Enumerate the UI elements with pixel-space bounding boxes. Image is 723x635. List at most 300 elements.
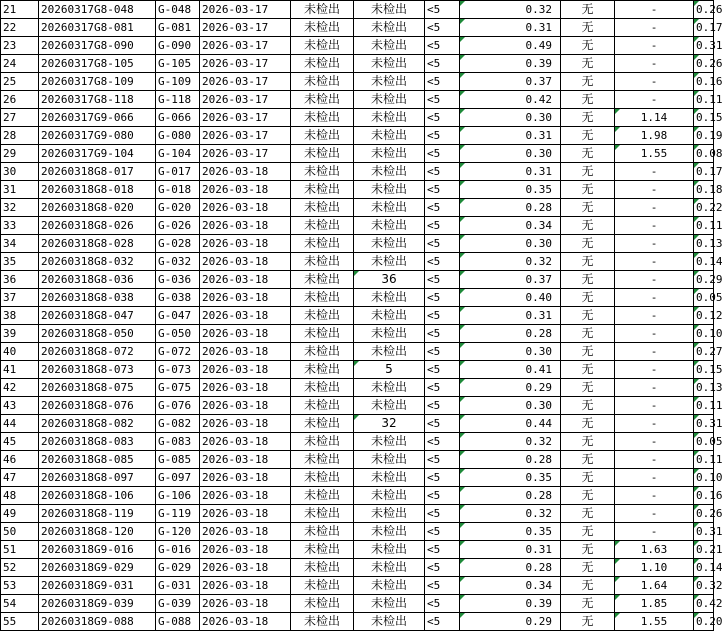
cell-value-f[interactable]: 1.10 <box>615 559 694 577</box>
cell-value-g[interactable]: 0.15 <box>694 361 714 379</box>
cell-row-number[interactable]: 53 <box>1 577 39 595</box>
cell-row-number[interactable]: 54 <box>1 595 39 613</box>
cell-row-number[interactable]: 23 <box>1 37 39 55</box>
cell-value-d[interactable]: 0.30 <box>460 397 561 415</box>
cell-sample-code[interactable]: 20260317G8-105 <box>39 55 156 73</box>
cell-sample-id[interactable]: G-119 <box>156 505 200 523</box>
cell-value-f[interactable]: 1.64 <box>615 577 694 595</box>
cell-sample-id[interactable]: G-083 <box>156 433 200 451</box>
cell-result-b[interactable]: 未检出 <box>354 19 425 37</box>
cell-result-b[interactable]: 未检出 <box>354 91 425 109</box>
cell-date[interactable]: 2026-03-18 <box>200 181 291 199</box>
cell-result-c[interactable]: <5 <box>425 451 460 469</box>
cell-sample-code[interactable]: 20260318G8-018 <box>39 181 156 199</box>
cell-date[interactable]: 2026-03-17 <box>200 19 291 37</box>
cell-value-f[interactable]: 1.55 <box>615 613 694 631</box>
cell-result-e[interactable]: 无 <box>561 523 615 541</box>
cell-sample-id[interactable]: G-028 <box>156 235 200 253</box>
cell-result-a[interactable]: 未检出 <box>291 433 354 451</box>
cell-result-b[interactable]: 未检出 <box>354 55 425 73</box>
cell-result-a[interactable]: 未检出 <box>291 541 354 559</box>
cell-result-b[interactable]: 未检出 <box>354 253 425 271</box>
cell-result-e[interactable]: 无 <box>561 217 615 235</box>
cell-result-c[interactable]: <5 <box>425 91 460 109</box>
cell-result-c[interactable]: <5 <box>425 415 460 433</box>
cell-result-a[interactable]: 未检出 <box>291 361 354 379</box>
cell-sample-code[interactable]: 20260317G9-066 <box>39 109 156 127</box>
cell-result-c[interactable]: <5 <box>425 397 460 415</box>
cell-sample-code[interactable]: 20260318G9-016 <box>39 541 156 559</box>
cell-sample-code[interactable]: 20260318G8-026 <box>39 217 156 235</box>
cell-sample-id[interactable]: G-090 <box>156 37 200 55</box>
cell-result-c[interactable]: <5 <box>425 199 460 217</box>
cell-result-c[interactable]: <5 <box>425 253 460 271</box>
cell-value-d[interactable]: 0.31 <box>460 163 561 181</box>
cell-date[interactable]: 2026-03-18 <box>200 487 291 505</box>
cell-value-d[interactable]: 0.29 <box>460 613 561 631</box>
cell-value-g[interactable]: 0.20 <box>694 613 714 631</box>
cell-sample-id[interactable]: G-032 <box>156 253 200 271</box>
cell-result-c[interactable]: <5 <box>425 235 460 253</box>
cell-result-a[interactable]: 未检出 <box>291 199 354 217</box>
cell-row-number[interactable]: 31 <box>1 181 39 199</box>
cell-result-b[interactable]: 未检出 <box>354 487 425 505</box>
cell-result-a[interactable]: 未检出 <box>291 289 354 307</box>
cell-row-number[interactable]: 35 <box>1 253 39 271</box>
cell-result-a[interactable]: 未检出 <box>291 307 354 325</box>
cell-value-g[interactable]: 0.05 <box>694 289 714 307</box>
cell-sample-code[interactable]: 20260318G8-047 <box>39 307 156 325</box>
cell-sample-id[interactable]: G-075 <box>156 379 200 397</box>
cell-value-f[interactable]: - <box>615 181 694 199</box>
cell-value-g[interactable]: 0.29 <box>694 271 714 289</box>
cell-sample-code[interactable]: 20260318G8-028 <box>39 235 156 253</box>
cell-result-e[interactable]: 无 <box>561 235 615 253</box>
cell-value-f[interactable]: - <box>615 235 694 253</box>
cell-value-d[interactable]: 0.32 <box>460 433 561 451</box>
cell-value-d[interactable]: 0.30 <box>460 109 561 127</box>
cell-sample-id[interactable]: G-047 <box>156 307 200 325</box>
cell-result-b[interactable]: 5 <box>354 361 425 379</box>
cell-sample-id[interactable]: G-066 <box>156 109 200 127</box>
cell-date[interactable]: 2026-03-17 <box>200 37 291 55</box>
cell-result-c[interactable]: <5 <box>425 325 460 343</box>
cell-result-b[interactable]: 未检出 <box>354 451 425 469</box>
cell-value-d[interactable]: 0.31 <box>460 19 561 37</box>
cell-value-f[interactable]: - <box>615 451 694 469</box>
cell-value-d[interactable]: 0.40 <box>460 289 561 307</box>
cell-date[interactable]: 2026-03-17 <box>200 145 291 163</box>
cell-result-a[interactable]: 未检出 <box>291 613 354 631</box>
cell-result-b[interactable]: 未检出 <box>354 325 425 343</box>
cell-result-b[interactable]: 未检出 <box>354 343 425 361</box>
cell-value-d[interactable]: 0.34 <box>460 217 561 235</box>
cell-result-b[interactable]: 未检出 <box>354 577 425 595</box>
cell-result-a[interactable]: 未检出 <box>291 55 354 73</box>
cell-date[interactable]: 2026-03-18 <box>200 217 291 235</box>
cell-sample-code[interactable]: 20260318G8-017 <box>39 163 156 181</box>
cell-result-c[interactable]: <5 <box>425 487 460 505</box>
cell-value-d[interactable]: 0.28 <box>460 487 561 505</box>
cell-value-d[interactable]: 0.28 <box>460 559 561 577</box>
cell-value-g[interactable]: 0.26 <box>694 55 714 73</box>
cell-value-f[interactable]: - <box>615 397 694 415</box>
cell-value-g[interactable]: 0.17 <box>694 163 714 181</box>
cell-value-d[interactable]: 0.28 <box>460 199 561 217</box>
cell-date[interactable]: 2026-03-18 <box>200 289 291 307</box>
cell-sample-code[interactable]: 20260317G8-048 <box>39 1 156 19</box>
cell-date[interactable]: 2026-03-17 <box>200 73 291 91</box>
cell-result-a[interactable]: 未检出 <box>291 91 354 109</box>
cell-result-a[interactable]: 未检出 <box>291 343 354 361</box>
cell-result-b[interactable]: 未检出 <box>354 163 425 181</box>
cell-row-number[interactable]: 39 <box>1 325 39 343</box>
cell-value-f[interactable]: - <box>615 1 694 19</box>
cell-row-number[interactable]: 52 <box>1 559 39 577</box>
cell-sample-code[interactable]: 20260318G8-119 <box>39 505 156 523</box>
cell-sample-id[interactable]: G-088 <box>156 613 200 631</box>
cell-result-a[interactable]: 未检出 <box>291 271 354 289</box>
cell-result-c[interactable]: <5 <box>425 469 460 487</box>
cell-result-e[interactable]: 无 <box>561 55 615 73</box>
cell-result-e[interactable]: 无 <box>561 487 615 505</box>
cell-value-d[interactable]: 0.30 <box>460 343 561 361</box>
cell-value-f[interactable]: - <box>615 19 694 37</box>
cell-result-c[interactable]: <5 <box>425 307 460 325</box>
cell-result-e[interactable]: 无 <box>561 577 615 595</box>
cell-sample-id[interactable]: G-082 <box>156 415 200 433</box>
cell-date[interactable]: 2026-03-17 <box>200 1 291 19</box>
cell-sample-id[interactable]: G-017 <box>156 163 200 181</box>
cell-result-c[interactable]: <5 <box>425 181 460 199</box>
cell-result-b[interactable]: 未检出 <box>354 73 425 91</box>
cell-result-a[interactable]: 未检出 <box>291 163 354 181</box>
cell-sample-id[interactable]: G-097 <box>156 469 200 487</box>
cell-row-number[interactable]: 25 <box>1 73 39 91</box>
cell-value-d[interactable]: 0.32 <box>460 1 561 19</box>
cell-result-c[interactable]: <5 <box>425 19 460 37</box>
cell-row-number[interactable]: 32 <box>1 199 39 217</box>
cell-value-g[interactable]: 0.31 <box>694 37 714 55</box>
cell-value-g[interactable]: 0.10 <box>694 469 714 487</box>
cell-sample-code[interactable]: 20260318G8-120 <box>39 523 156 541</box>
cell-result-b[interactable]: 未检出 <box>354 109 425 127</box>
cell-sample-code[interactable]: 20260317G8-090 <box>39 37 156 55</box>
cell-result-e[interactable]: 无 <box>561 109 615 127</box>
cell-value-f[interactable]: 1.63 <box>615 541 694 559</box>
cell-result-a[interactable]: 未检出 <box>291 1 354 19</box>
cell-result-c[interactable]: <5 <box>425 361 460 379</box>
cell-result-a[interactable]: 未检出 <box>291 253 354 271</box>
cell-value-g[interactable]: 0.14 <box>694 559 714 577</box>
cell-result-b[interactable]: 未检出 <box>354 523 425 541</box>
cell-date[interactable]: 2026-03-18 <box>200 253 291 271</box>
cell-value-f[interactable]: - <box>615 415 694 433</box>
cell-result-e[interactable]: 无 <box>561 469 615 487</box>
cell-date[interactable]: 2026-03-18 <box>200 613 291 631</box>
cell-value-f[interactable]: - <box>615 163 694 181</box>
cell-result-b[interactable]: 未检出 <box>354 181 425 199</box>
cell-result-a[interactable]: 未检出 <box>291 487 354 505</box>
cell-value-g[interactable]: 0.14 <box>694 253 714 271</box>
cell-row-number[interactable]: 21 <box>1 1 39 19</box>
cell-result-c[interactable]: <5 <box>425 73 460 91</box>
cell-date[interactable]: 2026-03-18 <box>200 595 291 613</box>
cell-row-number[interactable]: 24 <box>1 55 39 73</box>
cell-value-g[interactable]: 0.16 <box>694 73 714 91</box>
cell-value-g[interactable]: 0.11 <box>694 451 714 469</box>
cell-result-b[interactable]: 未检出 <box>354 307 425 325</box>
cell-sample-code[interactable]: 20260318G9-039 <box>39 595 156 613</box>
cell-result-b[interactable]: 36 <box>354 271 425 289</box>
cell-value-f[interactable]: - <box>615 37 694 55</box>
cell-result-c[interactable]: <5 <box>425 523 460 541</box>
cell-result-c[interactable]: <5 <box>425 343 460 361</box>
cell-result-e[interactable]: 无 <box>561 379 615 397</box>
cell-result-a[interactable]: 未检出 <box>291 397 354 415</box>
cell-date[interactable]: 2026-03-18 <box>200 451 291 469</box>
cell-sample-id[interactable]: G-080 <box>156 127 200 145</box>
cell-date[interactable]: 2026-03-18 <box>200 469 291 487</box>
cell-value-f[interactable]: 1.14 <box>615 109 694 127</box>
cell-value-d[interactable]: 0.31 <box>460 127 561 145</box>
cell-result-b[interactable]: 未检出 <box>354 613 425 631</box>
cell-result-a[interactable]: 未检出 <box>291 577 354 595</box>
cell-result-e[interactable]: 无 <box>561 361 615 379</box>
cell-sample-code[interactable]: 20260318G8-073 <box>39 361 156 379</box>
cell-result-e[interactable]: 无 <box>561 163 615 181</box>
cell-sample-code[interactable]: 20260318G8-075 <box>39 379 156 397</box>
cell-row-number[interactable]: 34 <box>1 235 39 253</box>
cell-result-e[interactable]: 无 <box>561 505 615 523</box>
cell-row-number[interactable]: 36 <box>1 271 39 289</box>
cell-value-g[interactable]: 0.12 <box>694 307 714 325</box>
cell-sample-code[interactable]: 20260317G8-081 <box>39 19 156 37</box>
cell-value-d[interactable]: 0.28 <box>460 325 561 343</box>
cell-result-b[interactable]: 未检出 <box>354 1 425 19</box>
cell-sample-code[interactable]: 20260318G9-031 <box>39 577 156 595</box>
cell-sample-id[interactable]: G-106 <box>156 487 200 505</box>
cell-result-e[interactable]: 无 <box>561 325 615 343</box>
cell-result-e[interactable]: 无 <box>561 253 615 271</box>
cell-value-d[interactable]: 0.30 <box>460 145 561 163</box>
cell-result-a[interactable]: 未检出 <box>291 379 354 397</box>
cell-result-e[interactable]: 无 <box>561 181 615 199</box>
cell-sample-id[interactable]: G-076 <box>156 397 200 415</box>
cell-result-e[interactable]: 无 <box>561 595 615 613</box>
cell-result-a[interactable]: 未检出 <box>291 469 354 487</box>
cell-result-c[interactable]: <5 <box>425 145 460 163</box>
cell-date[interactable]: 2026-03-18 <box>200 343 291 361</box>
cell-result-e[interactable]: 无 <box>561 145 615 163</box>
cell-row-number[interactable]: 43 <box>1 397 39 415</box>
cell-result-c[interactable]: <5 <box>425 613 460 631</box>
cell-row-number[interactable]: 44 <box>1 415 39 433</box>
cell-date[interactable]: 2026-03-18 <box>200 307 291 325</box>
cell-row-number[interactable]: 40 <box>1 343 39 361</box>
cell-result-a[interactable]: 未检出 <box>291 415 354 433</box>
cell-result-c[interactable]: <5 <box>425 559 460 577</box>
cell-value-g[interactable]: 0.21 <box>694 541 714 559</box>
cell-date[interactable]: 2026-03-17 <box>200 127 291 145</box>
cell-row-number[interactable]: 47 <box>1 469 39 487</box>
cell-date[interactable]: 2026-03-18 <box>200 559 291 577</box>
cell-value-g[interactable]: 0.22 <box>694 199 714 217</box>
cell-value-g[interactable]: 0.11 <box>694 91 714 109</box>
cell-value-g[interactable]: 0.31 <box>694 415 714 433</box>
cell-result-b[interactable]: 未检出 <box>354 127 425 145</box>
cell-row-number[interactable]: 41 <box>1 361 39 379</box>
cell-result-e[interactable]: 无 <box>561 451 615 469</box>
cell-sample-id[interactable]: G-026 <box>156 217 200 235</box>
cell-value-g[interactable]: 0.42 <box>694 595 714 613</box>
cell-sample-code[interactable]: 20260318G8-032 <box>39 253 156 271</box>
cell-value-f[interactable]: - <box>615 307 694 325</box>
cell-sample-id[interactable]: G-038 <box>156 289 200 307</box>
cell-result-b[interactable]: 未检出 <box>354 289 425 307</box>
cell-sample-code[interactable]: 20260317G9-080 <box>39 127 156 145</box>
cell-value-d[interactable]: 0.28 <box>460 451 561 469</box>
cell-value-f[interactable]: - <box>615 469 694 487</box>
cell-date[interactable]: 2026-03-18 <box>200 271 291 289</box>
cell-row-number[interactable]: 29 <box>1 145 39 163</box>
cell-result-c[interactable]: <5 <box>425 271 460 289</box>
cell-value-g[interactable]: 0.05 <box>694 433 714 451</box>
cell-value-d[interactable]: 0.34 <box>460 577 561 595</box>
cell-row-number[interactable]: 55 <box>1 613 39 631</box>
cell-sample-id[interactable]: G-118 <box>156 91 200 109</box>
cell-sample-code[interactable]: 20260318G9-088 <box>39 613 156 631</box>
cell-result-e[interactable]: 无 <box>561 289 615 307</box>
cell-value-g[interactable]: 0.26 <box>694 505 714 523</box>
cell-result-a[interactable]: 未检出 <box>291 505 354 523</box>
cell-sample-id[interactable]: G-120 <box>156 523 200 541</box>
cell-sample-id[interactable]: G-016 <box>156 541 200 559</box>
cell-result-b[interactable]: 未检出 <box>354 595 425 613</box>
cell-sample-code[interactable]: 20260318G8-082 <box>39 415 156 433</box>
cell-result-a[interactable]: 未检出 <box>291 145 354 163</box>
cell-row-number[interactable]: 50 <box>1 523 39 541</box>
cell-value-f[interactable]: - <box>615 199 694 217</box>
cell-row-number[interactable]: 49 <box>1 505 39 523</box>
cell-sample-code[interactable]: 20260318G8-097 <box>39 469 156 487</box>
cell-value-d[interactable]: 0.32 <box>460 505 561 523</box>
cell-value-d[interactable]: 0.39 <box>460 595 561 613</box>
cell-value-g[interactable]: 0.11 <box>694 217 714 235</box>
cell-result-c[interactable]: <5 <box>425 163 460 181</box>
cell-date[interactable]: 2026-03-18 <box>200 433 291 451</box>
cell-date[interactable]: 2026-03-18 <box>200 379 291 397</box>
cell-value-f[interactable]: - <box>615 343 694 361</box>
cell-value-f[interactable]: - <box>615 379 694 397</box>
cell-result-e[interactable]: 无 <box>561 343 615 361</box>
cell-result-e[interactable]: 无 <box>561 91 615 109</box>
cell-sample-id[interactable]: G-050 <box>156 325 200 343</box>
cell-date[interactable]: 2026-03-17 <box>200 109 291 127</box>
cell-value-g[interactable]: 0.15 <box>694 109 714 127</box>
cell-result-e[interactable]: 无 <box>561 559 615 577</box>
cell-date[interactable]: 2026-03-18 <box>200 523 291 541</box>
cell-value-f[interactable]: - <box>615 361 694 379</box>
cell-value-g[interactable]: 0.19 <box>694 127 714 145</box>
cell-result-b[interactable]: 未检出 <box>354 505 425 523</box>
cell-sample-id[interactable]: G-104 <box>156 145 200 163</box>
cell-value-f[interactable]: - <box>615 487 694 505</box>
cell-result-a[interactable]: 未检出 <box>291 559 354 577</box>
cell-result-c[interactable]: <5 <box>425 289 460 307</box>
cell-result-e[interactable]: 无 <box>561 19 615 37</box>
cell-value-d[interactable]: 0.35 <box>460 469 561 487</box>
cell-result-c[interactable]: <5 <box>425 433 460 451</box>
cell-sample-code[interactable]: 20260318G8-036 <box>39 271 156 289</box>
cell-value-g[interactable]: 0.08 <box>694 145 714 163</box>
cell-result-b[interactable]: 未检出 <box>354 397 425 415</box>
cell-date[interactable]: 2026-03-18 <box>200 541 291 559</box>
cell-sample-code[interactable]: 20260317G9-104 <box>39 145 156 163</box>
cell-result-c[interactable]: <5 <box>425 37 460 55</box>
cell-result-b[interactable]: 未检出 <box>354 235 425 253</box>
cell-date[interactable]: 2026-03-18 <box>200 577 291 595</box>
cell-date[interactable]: 2026-03-18 <box>200 505 291 523</box>
cell-value-f[interactable]: - <box>615 289 694 307</box>
cell-value-d[interactable]: 0.42 <box>460 91 561 109</box>
cell-result-b[interactable]: 32 <box>354 415 425 433</box>
cell-result-a[interactable]: 未检出 <box>291 127 354 145</box>
cell-result-c[interactable]: <5 <box>425 577 460 595</box>
cell-sample-code[interactable]: 20260318G8-050 <box>39 325 156 343</box>
cell-value-d[interactable]: 0.49 <box>460 37 561 55</box>
cell-result-a[interactable]: 未检出 <box>291 181 354 199</box>
cell-value-d[interactable]: 0.44 <box>460 415 561 433</box>
cell-row-number[interactable]: 26 <box>1 91 39 109</box>
cell-value-g[interactable]: 0.10 <box>694 325 714 343</box>
cell-result-c[interactable]: <5 <box>425 127 460 145</box>
cell-sample-id[interactable]: G-105 <box>156 55 200 73</box>
cell-value-g[interactable]: 0.16 <box>694 487 714 505</box>
cell-result-b[interactable]: 未检出 <box>354 199 425 217</box>
cell-row-number[interactable]: 51 <box>1 541 39 559</box>
cell-result-a[interactable]: 未检出 <box>291 451 354 469</box>
cell-result-a[interactable]: 未检出 <box>291 109 354 127</box>
cell-sample-id[interactable]: G-085 <box>156 451 200 469</box>
cell-result-a[interactable]: 未检出 <box>291 19 354 37</box>
cell-value-f[interactable]: - <box>615 217 694 235</box>
cell-result-e[interactable]: 无 <box>561 397 615 415</box>
cell-result-a[interactable]: 未检出 <box>291 235 354 253</box>
cell-value-d[interactable]: 0.32 <box>460 253 561 271</box>
cell-result-e[interactable]: 无 <box>561 541 615 559</box>
cell-result-c[interactable]: <5 <box>425 55 460 73</box>
cell-result-c[interactable]: <5 <box>425 109 460 127</box>
cell-result-c[interactable]: <5 <box>425 217 460 235</box>
cell-row-number[interactable]: 30 <box>1 163 39 181</box>
cell-value-f[interactable]: - <box>615 505 694 523</box>
cell-sample-id[interactable]: G-072 <box>156 343 200 361</box>
cell-value-d[interactable]: 0.37 <box>460 73 561 91</box>
cell-sample-code[interactable]: 20260318G8-020 <box>39 199 156 217</box>
cell-value-d[interactable]: 0.30 <box>460 235 561 253</box>
cell-date[interactable]: 2026-03-18 <box>200 163 291 181</box>
cell-value-d[interactable]: 0.35 <box>460 181 561 199</box>
cell-sample-id[interactable]: G-073 <box>156 361 200 379</box>
cell-sample-code[interactable]: 20260318G8-085 <box>39 451 156 469</box>
cell-sample-id[interactable]: G-081 <box>156 19 200 37</box>
cell-row-number[interactable]: 37 <box>1 289 39 307</box>
cell-date[interactable]: 2026-03-18 <box>200 235 291 253</box>
cell-result-c[interactable]: <5 <box>425 505 460 523</box>
cell-result-a[interactable]: 未检出 <box>291 73 354 91</box>
cell-value-g[interactable]: 0.13 <box>694 235 714 253</box>
